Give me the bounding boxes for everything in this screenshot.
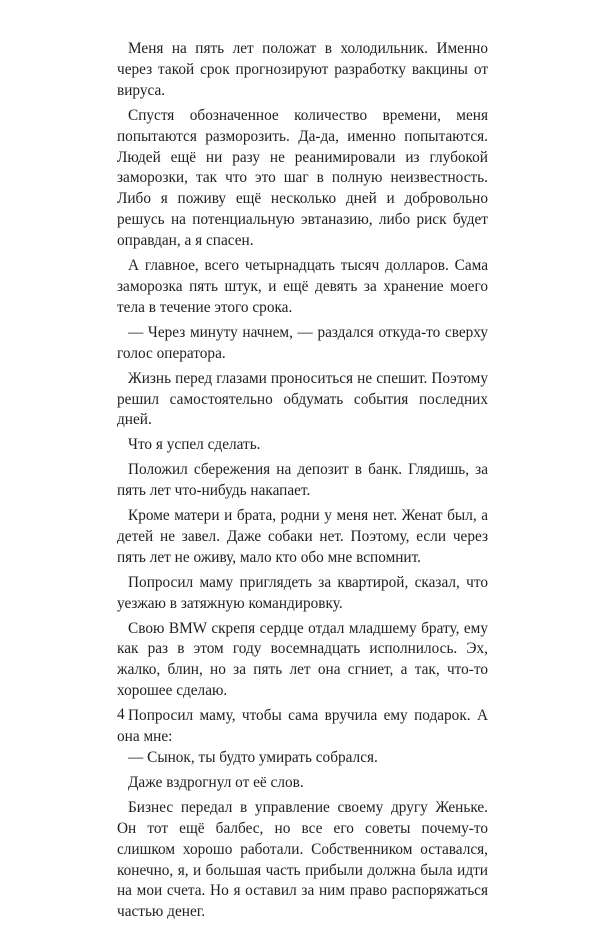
paragraph: Спустя обозначенное количество времени, меня попытаются разморозить. Да-да, именно попытаются. Людей ещё ни разу не реанимировали из глубокой заморозки, так что это шаг в полную неизвестность. Либо я поживу ещё несколько дней и добровольно решусь на потенциальную эвтаназию, либо риск будет оправдан, а я спасен.	[117, 106, 488, 250]
paragraph: Положил сбережения на депозит в банк. Глядишь, за пять лет что-нибудь накапает.	[117, 461, 488, 500]
paragraph: Свою BMW скрепя сердце отдал младшему брату, ему как раз в этом году восемнадцать исполнилось. Эх, жалко, блин, но за пять лет она сгниет, а так, что-то хорошее сделаю.	[117, 619, 488, 700]
page-number: 4	[117, 706, 125, 723]
paragraph: Меня на пять лет положат в холодильник. Именно через такой срок прогнозируют разработку вакцины от вируса.	[117, 40, 488, 99]
body-text	[117, 39, 488, 927]
paragraph: — Сынок, ты будто умирать собрался.	[128, 749, 378, 766]
paragraph: Бизнес передал в управление своему другу Женьке. Он тот ещё балбес, но все его советы почему-то слишком хорошо работали. Собственником оставался, конечно, я, и большая часть прибыли должна была идти на мои счета. Но я оставил за ним право распоряжаться частью денег.	[117, 798, 488, 921]
paragraph: Что я успел сделать.	[128, 436, 261, 454]
paragraph: — Через минуту начнем, — раздался откуда-то сверху голос оператора.	[117, 323, 488, 362]
paragraph: Жизнь перед глазами проноситься не спешит. Поэтому решил самостоятельно обдумать события последних дней.	[117, 369, 488, 429]
paragraph: Попросил маму, чтобы сама вручила ему подарок. А она мне:	[117, 707, 488, 746]
paragraph: Кроме матери и брата, родни у меня нет. Женат был, а детей не завел. Даже собаки нет. Поэтому, если через пять лет не оживу, мало кто обо мне вспомнит.	[117, 507, 488, 566]
paragraph: Даже вздрогнул от её слов.	[128, 773, 304, 791]
paragraph: Попросил маму приглядеть за квартирой, сказал, что уезжаю в затяжную командировку.	[117, 573, 488, 612]
paragraph: А главное, всего четырнадцать тысяч долларов. Сама заморозка пять штук, и ещё девять за хранение моего тела в течение этого срока.	[117, 257, 488, 316]
